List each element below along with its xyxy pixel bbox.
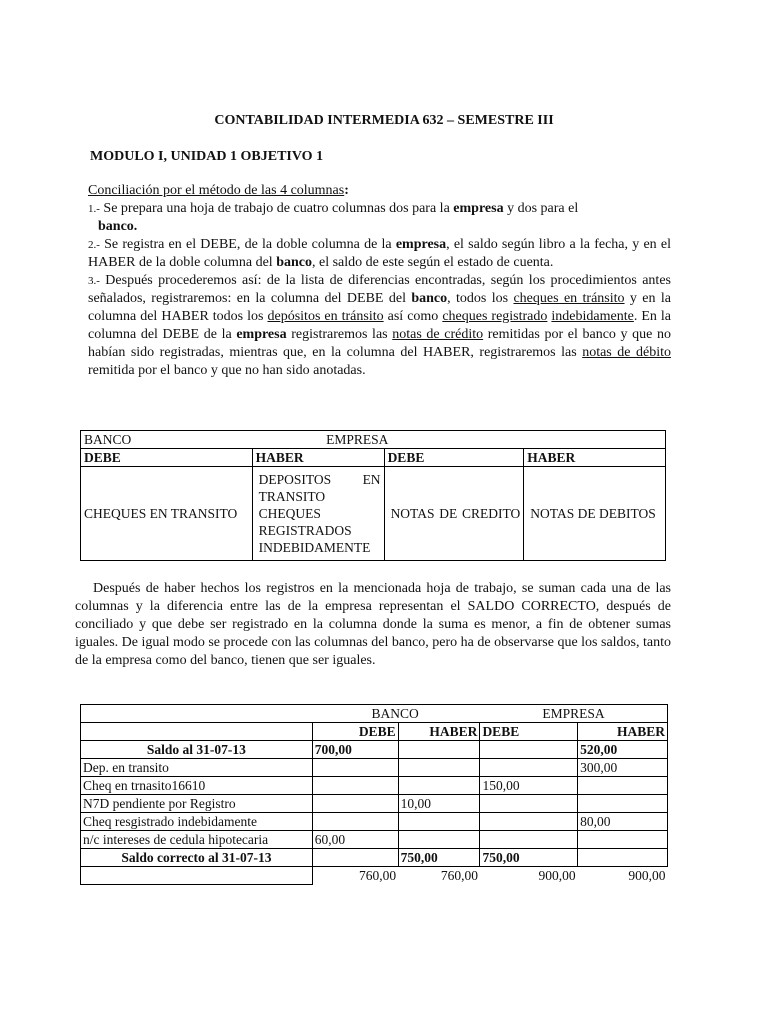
table-row bbox=[81, 777, 668, 795]
step-1-bold-banco: banco. bbox=[98, 219, 138, 234]
row-value-c3 bbox=[480, 759, 578, 777]
cell-empresa-debe: NOTAS DE CREDITO bbox=[384, 467, 524, 561]
header-banco-haber: HABER bbox=[252, 449, 384, 467]
step-3-underline-indebidamente: indebidamente bbox=[551, 309, 634, 324]
empresa-group-label: EMPRESA bbox=[252, 431, 665, 449]
banco-group-label: BANCO bbox=[81, 431, 253, 449]
table-group-header-row bbox=[81, 431, 666, 449]
method-heading-text: Conciliación por el método de las 4 columnas bbox=[88, 183, 345, 198]
row-value-c4 bbox=[578, 777, 668, 795]
row-value-c3 bbox=[480, 741, 578, 759]
row-value-c2 bbox=[398, 741, 480, 759]
table-row bbox=[81, 849, 668, 867]
total-empresa-haber: 900,00 bbox=[628, 868, 666, 884]
row-value-c2 bbox=[398, 813, 480, 831]
row-value-c2: 750,00 bbox=[398, 849, 480, 867]
step-2-bold-banco: banco bbox=[276, 255, 312, 270]
row-value-c4: 520,00 bbox=[578, 741, 668, 759]
row-label: Saldo al 31-07-13 bbox=[81, 741, 313, 759]
table-row bbox=[81, 467, 666, 561]
row-label: Saldo correcto al 31-07-13 bbox=[81, 849, 313, 867]
row-value-c3 bbox=[480, 831, 578, 849]
row-value-c1: 700,00 bbox=[312, 741, 398, 759]
step-2-number: 2.- bbox=[88, 239, 100, 251]
total-banco-haber: 760,00 bbox=[440, 868, 478, 884]
table-header-row bbox=[81, 449, 666, 467]
table-row bbox=[81, 795, 668, 813]
summary-banco-label: BANCO bbox=[312, 705, 480, 723]
row-value-c1 bbox=[312, 759, 398, 777]
row-value-c3: 750,00 bbox=[480, 849, 578, 867]
step-1 bbox=[88, 200, 671, 236]
cell-banco-haber bbox=[252, 467, 384, 561]
step-3-underline-depositos: depósitos en tránsito bbox=[267, 309, 384, 324]
step-3-text-2: , todos los bbox=[447, 291, 514, 306]
module-heading: MODULO I, UNIDAD 1 OBJETIVO 1 bbox=[90, 149, 324, 164]
step-3-underline-cheques-registrado: cheques registrado bbox=[442, 309, 548, 324]
method-heading bbox=[88, 182, 671, 200]
summary-header-empresa-debe: DEBE bbox=[480, 723, 578, 741]
row-value-c3 bbox=[480, 795, 578, 813]
step-3-underline-notas-debito: notas de débito bbox=[582, 345, 671, 360]
row-value-c2: 10,00 bbox=[398, 795, 480, 813]
totals-row bbox=[81, 867, 668, 885]
explanation-paragraph bbox=[75, 580, 671, 670]
cell-empresa-haber: NOTAS DE DEBITOS bbox=[524, 467, 666, 561]
step-3-text-4: así como bbox=[383, 309, 443, 324]
row-value-c2 bbox=[398, 831, 480, 849]
row-value-c4 bbox=[578, 795, 668, 813]
step-2 bbox=[88, 236, 671, 272]
row-value-c1 bbox=[312, 849, 398, 867]
step-2-text: Se registra en el DEBE, de la doble columna de la bbox=[99, 237, 396, 252]
row-value-c3: 150,00 bbox=[480, 777, 578, 795]
explanation-text: Después de haber hechos los registros en la mencionada hoja de trabajo, se suman cada una de las columnas y la diferencia entre las de la empresa representan el SALDO CORRECTO, después de conciliado y que debe ser registrado en la columna donde la suma es menor, a fin de obtener sumas iguales. De igual modo se procede con las columnas del banco, pero ha de observarse que los saldos, tanto de la empresa como del banco, tienen que ser iguales. bbox=[75, 581, 671, 668]
header-empresa-haber: HABER bbox=[524, 449, 666, 467]
step-3 bbox=[88, 272, 671, 380]
summary-header-empresa-haber: HABER bbox=[578, 723, 668, 741]
row-value-c1: 60,00 bbox=[312, 831, 398, 849]
row-value-c3 bbox=[480, 813, 578, 831]
summary-group-header-row bbox=[81, 705, 668, 723]
row-value-c4: 80,00 bbox=[578, 813, 668, 831]
total-banco-debe: 760,00 bbox=[358, 868, 397, 884]
row-value-c4: 300,00 bbox=[578, 759, 668, 777]
row-value-c2 bbox=[398, 777, 480, 795]
row-value-c4 bbox=[578, 831, 668, 849]
row-value-c1 bbox=[312, 777, 398, 795]
step-3-text-8: remitidas por el banco y que no habían sido registradas, mientras que, en la columna del HABER, registraremos las bbox=[88, 327, 671, 360]
table-row bbox=[81, 813, 668, 831]
summary-empresa-label: EMPRESA bbox=[480, 705, 668, 723]
summary-header-row bbox=[81, 723, 668, 741]
step-1-bold-empresa: empresa bbox=[453, 201, 504, 216]
step-3-underline-notas-credito: notas de crédito bbox=[392, 327, 484, 342]
step-3-bold-empresa: empresa bbox=[236, 327, 287, 342]
intro-section bbox=[88, 182, 671, 380]
step-2-text-2: , el saldo según libro a la fecha, y en el HABER de la doble columna del bbox=[88, 237, 671, 270]
cell-banco-haber-line1: DEPOSITOS EN TRANSITO bbox=[258, 472, 381, 504]
row-label: n/c intereses de cedula hipotecaria bbox=[81, 831, 313, 849]
table-row bbox=[81, 759, 668, 777]
row-value-c1 bbox=[312, 795, 398, 813]
cell-banco-haber-line2: CHEQUES REGISTRADOS INDEBIDAMENTE bbox=[258, 506, 371, 555]
header-empresa-debe: DEBE bbox=[384, 449, 524, 467]
step-1-text: Se prepara una hoja de trabajo de cuatro columnas dos para la bbox=[99, 201, 454, 216]
step-2-bold-empresa: empresa bbox=[395, 237, 447, 252]
row-label: Cheq en trnasito16610 bbox=[81, 777, 313, 795]
method-heading-colon: : bbox=[344, 183, 349, 198]
summary-header-banco-debe: DEBE bbox=[312, 723, 398, 741]
step-1-number: 1.- bbox=[88, 203, 100, 215]
step-3-text-7: registraremos las bbox=[286, 327, 393, 342]
row-value-c4 bbox=[578, 849, 668, 867]
row-value-c2 bbox=[398, 759, 480, 777]
document-title: CONTABILIDAD INTERMEDIA 632 – SEMESTRE III bbox=[214, 113, 554, 128]
step-3-bold-banco: banco bbox=[411, 291, 448, 306]
total-empresa-debe: 900,00 bbox=[538, 868, 576, 884]
step-3-text-3: y en la columna del HABER todos los bbox=[88, 291, 671, 324]
table-row bbox=[81, 831, 668, 849]
cell-banco-debe: CHEQUES EN TRANSITO bbox=[81, 467, 253, 561]
step-3-underline-cheques: cheques en tránsito bbox=[513, 291, 625, 306]
row-label: Dep. en transito bbox=[81, 759, 313, 777]
step-3-text: Después procederemos así: de la lista de diferencias encontradas, según los procedimientos antes señalados, registraremos: en la columna del DEBE del bbox=[88, 273, 671, 306]
header-banco-debe: DEBE bbox=[81, 449, 253, 467]
step-1-text-2: y dos para el bbox=[503, 201, 579, 216]
step-3-text-6: . En la columna del DEBE de la bbox=[88, 309, 672, 342]
table-row bbox=[81, 741, 668, 759]
summary-header-banco-haber: HABER bbox=[398, 723, 480, 741]
reconciliation-table bbox=[80, 704, 668, 885]
summary-body bbox=[81, 741, 668, 867]
row-value-c1 bbox=[312, 813, 398, 831]
row-label: N7D pendiente por Registro bbox=[81, 795, 313, 813]
four-column-table bbox=[80, 430, 666, 561]
step-3-number: 3.- bbox=[88, 275, 100, 287]
step-3-text-9: remitida por el banco y que no han sido anotadas. bbox=[88, 363, 366, 378]
row-label: Cheq resgistrado indebidamente bbox=[81, 813, 313, 831]
step-2-text-3: , el saldo de este según el estado de cuenta. bbox=[311, 255, 554, 270]
